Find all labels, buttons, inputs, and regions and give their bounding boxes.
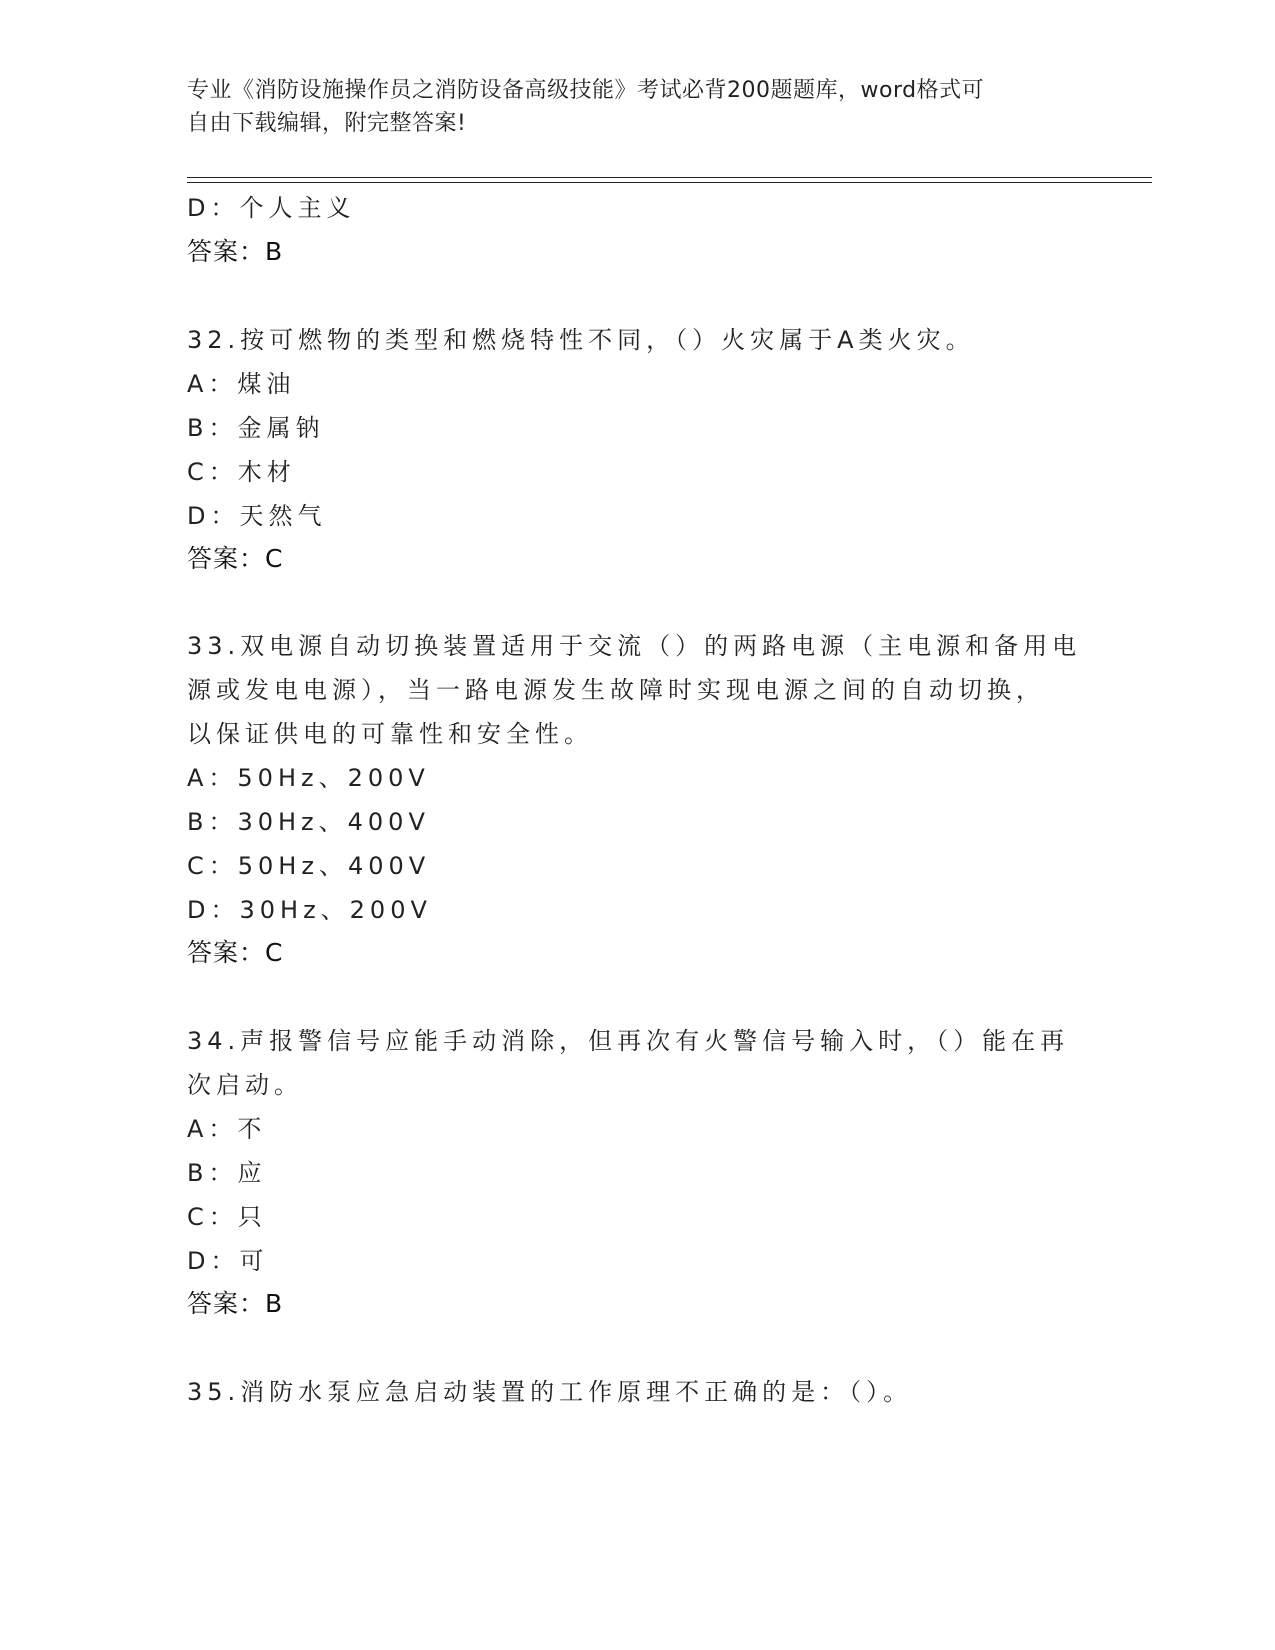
q33-stem-line-3: 以保证供电的可靠性和安全性。 (187, 720, 593, 748)
document-header (187, 74, 1087, 140)
q35-stem-line-1: 35.消防水泵应急启动装置的工作原理不正确的是：（）。 (187, 1378, 913, 1406)
q33-stem-line-2: 源或发电电源），当一路电源发生故障时实现电源之间的自动切换， (187, 676, 1045, 704)
q33-answer: 答案：C (187, 938, 284, 967)
q32-stem-line-1: 32.按可燃物的类型和燃烧特性不同，（）火灾属于A类火灾。 (187, 326, 975, 354)
q32-option-b: B：金属钠 (187, 414, 325, 442)
header-divider-bottom (187, 182, 1152, 183)
q32-answer: 答案：C (187, 544, 284, 573)
q32-option-d: D：天然气 (187, 502, 327, 530)
header-line-1: 专业《消防设施操作员之消防设备高级技能》考试必背200题题库，word格式可 (187, 78, 985, 103)
q34-option-c: C：只 (187, 1203, 267, 1231)
q32-option-a: A：煤油 (187, 370, 296, 398)
q34-stem-line-1: 34.声报警信号应能手动消除，但再次有火警信号输入时，（）能在再 (187, 1027, 1070, 1055)
q33-option-c: C：50Hz、400V (187, 852, 431, 880)
q34-answer: 答案：B (187, 1289, 284, 1318)
header-divider-top (187, 177, 1152, 178)
q34-stem-line-2: 次启动。 (187, 1071, 303, 1099)
q32-option-c: C：木材 (187, 458, 296, 486)
header-line-2: 自由下载编辑，附完整答案! (187, 111, 467, 136)
q33-option-a: A：50Hz、200V (187, 764, 430, 792)
prev-answer: 答案：B (187, 237, 284, 266)
q33-option-b: B：30Hz、400V (187, 808, 430, 836)
q33-option-d: D：30Hz、200V (187, 896, 432, 924)
q34-option-d: D：可 (187, 1247, 269, 1275)
prev-option-d: D：个人主义 (187, 194, 356, 222)
q33-stem-line-1: 33.双电源自动切换装置适用于交流（）的两路电源（主电源和备用电 (187, 632, 1082, 660)
q34-option-a: A：不 (187, 1115, 267, 1143)
q34-option-b: B：应 (187, 1159, 267, 1187)
